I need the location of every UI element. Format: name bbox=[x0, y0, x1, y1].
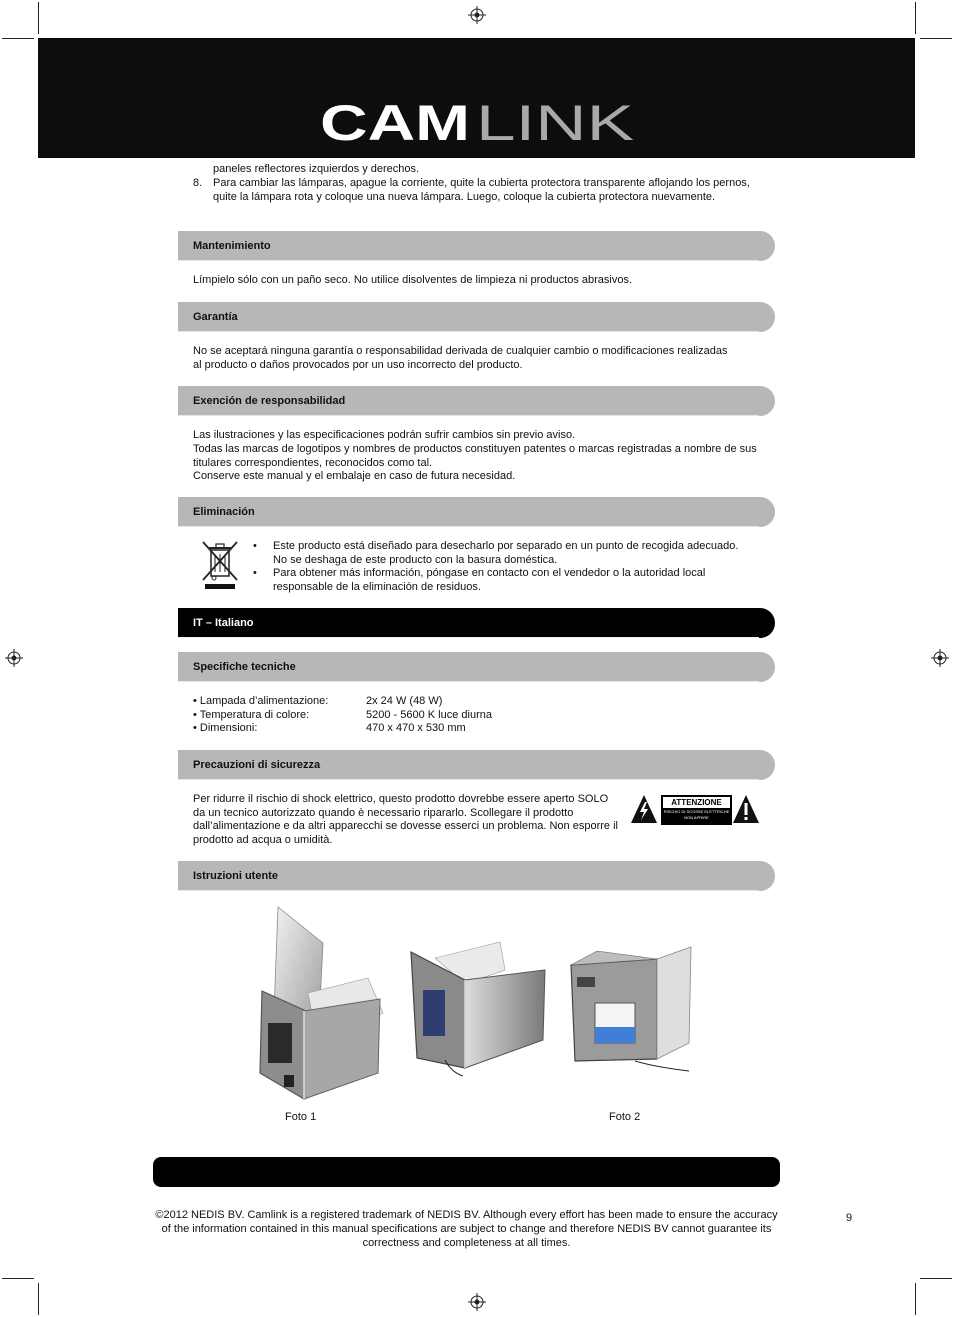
crop-mark bbox=[920, 1278, 952, 1279]
precauzioni-text: Per ridurre il rischio di shock elettrico, questo prodotto dovrebbe essere aperto SOLO da un tecnico autorizzato quando è necessario ripararlo. Scollegare il prodotto dall’alimentazione e da altri apparecchi se dovesse esserci un problema. Non esporre il prodotto ad acqua o umidità. bbox=[193, 793, 618, 846]
section-title: Precauzioni di sicurezza bbox=[193, 759, 321, 771]
mantenimiento-text: Límpielo sólo con un paño seco. No utilice disolventes de limpieza ni productos abrasivos. bbox=[193, 274, 633, 286]
section-title: Eliminación bbox=[193, 506, 255, 518]
language-bar-italiano bbox=[178, 608, 775, 638]
crop-mark bbox=[920, 38, 952, 39]
registration-mark-icon bbox=[468, 1293, 486, 1311]
copyright-text: ©2012 NEDIS BV. Camlink is a registered trademark of NEDIS BV. Although every effort has been made to ensure the accuracy of the information contained in this manual specifications are subject to change and therefore NEDIS BV cannot guarantee its correctness and completeness at all times. bbox=[155, 1209, 778, 1249]
attenzione-subtitle: NON APRIRE bbox=[684, 815, 709, 820]
section-bar-garantia bbox=[178, 302, 775, 332]
registration-mark-icon bbox=[5, 649, 23, 667]
section-bar-mantenimiento bbox=[178, 231, 775, 261]
eliminacion-list bbox=[253, 540, 743, 594]
product-photo-2 bbox=[405, 940, 550, 1080]
section-bar-istruzioni bbox=[178, 861, 775, 891]
crop-mark bbox=[38, 2, 39, 34]
crop-mark bbox=[38, 1283, 39, 1315]
product-photo-1 bbox=[248, 903, 386, 1105]
section-bar-specifiche bbox=[178, 652, 775, 682]
svg-text:LINK: LINK bbox=[476, 98, 634, 146]
continued-text: paneles reflectores izquierdos y derechos. bbox=[213, 163, 420, 175]
registration-mark-icon bbox=[931, 649, 949, 667]
section-title: Mantenimiento bbox=[193, 240, 271, 252]
spec-row bbox=[193, 709, 492, 723]
spec-value: 470 x 470 x 530 mm bbox=[366, 722, 466, 734]
section-title: Garantía bbox=[193, 311, 238, 323]
list-item-8: Para cambiar las lámparas, apague la corriente, quite la cubierta protectora transparente aflojando los pernos, quite la lámpara rota y coloque una nueva lámpara. Luego, coloque la cubierta protectora nuevamente. bbox=[213, 177, 750, 203]
crop-mark bbox=[915, 2, 916, 34]
list-number: 8. bbox=[193, 177, 203, 189]
svg-text:CAM: CAM bbox=[320, 98, 470, 146]
spec-label: • Dimensioni: bbox=[193, 722, 258, 734]
footer-bar bbox=[153, 1157, 780, 1187]
spec-value: 5200 - 5600 K luce diurna bbox=[366, 709, 492, 721]
section-bar-precauzioni bbox=[178, 750, 775, 780]
attenzione-subtitle: RISCHIO DI SCOSSE ELETTRICHE bbox=[663, 809, 730, 814]
exclamation-warning-icon bbox=[732, 794, 760, 824]
spec-label: • Temperatura di colore: bbox=[193, 709, 310, 721]
list-item: • Para obtener más información, póngase en contacto con el vendedor o la autoridad local responsable de la eliminación de residuos. bbox=[253, 567, 743, 594]
exencion-line-3: Conserve este manual y el embalaje en caso de futura necesidad. bbox=[193, 470, 516, 482]
product-photo-3 bbox=[565, 943, 695, 1083]
garantia-text: No se aceptará ninguna garantía o responsabilidad derivada de cualquier cambio o modificaciones realizadas al producto o daños provocados por un uso incorrecto del producto. bbox=[193, 345, 728, 371]
section-title: Istruzioni utente bbox=[193, 870, 278, 882]
section-title: Exención de responsabilidad bbox=[193, 395, 346, 407]
crop-mark bbox=[2, 1278, 34, 1279]
camlink-logo bbox=[320, 98, 636, 146]
spec-label: • Lampada d’alimentazione: bbox=[193, 695, 329, 707]
section-title: Specifiche tecniche bbox=[193, 661, 296, 673]
exencion-line-2: Todas las marcas de logotipos y nombres de productos constituyen patentes o marcas registradas a nombre de sus titulares correspondientes, reconocidos como tal. bbox=[193, 443, 757, 469]
photo-caption-2: Foto 2 bbox=[609, 1111, 641, 1123]
spec-row bbox=[193, 695, 443, 709]
photo-caption-1: Foto 1 bbox=[285, 1111, 317, 1123]
crop-mark bbox=[2, 38, 34, 39]
section-bar-eliminacion bbox=[178, 497, 775, 527]
page-number: 9 bbox=[846, 1212, 853, 1224]
language-title: IT – Italiano bbox=[193, 617, 254, 629]
spec-row bbox=[193, 722, 466, 736]
weee-bin-icon bbox=[200, 539, 240, 591]
attenzione-label bbox=[661, 795, 732, 825]
electric-warning-icon bbox=[630, 794, 658, 824]
attenzione-title: ATTENZIONE bbox=[663, 797, 730, 808]
list-item: • Este producto está diseñado para desecharlo por separado en un punto de recogida adecuado. No se deshaga de este producto con la basura doméstica. bbox=[253, 540, 743, 567]
spec-value: 2x 24 W (48 W) bbox=[366, 695, 443, 707]
crop-mark bbox=[915, 1283, 916, 1315]
registration-mark-icon bbox=[468, 6, 486, 24]
section-bar-exencion bbox=[178, 386, 775, 416]
exencion-line-1: Las ilustraciones y las especificaciones podrán sufrir cambios sin previo aviso. bbox=[193, 429, 576, 441]
